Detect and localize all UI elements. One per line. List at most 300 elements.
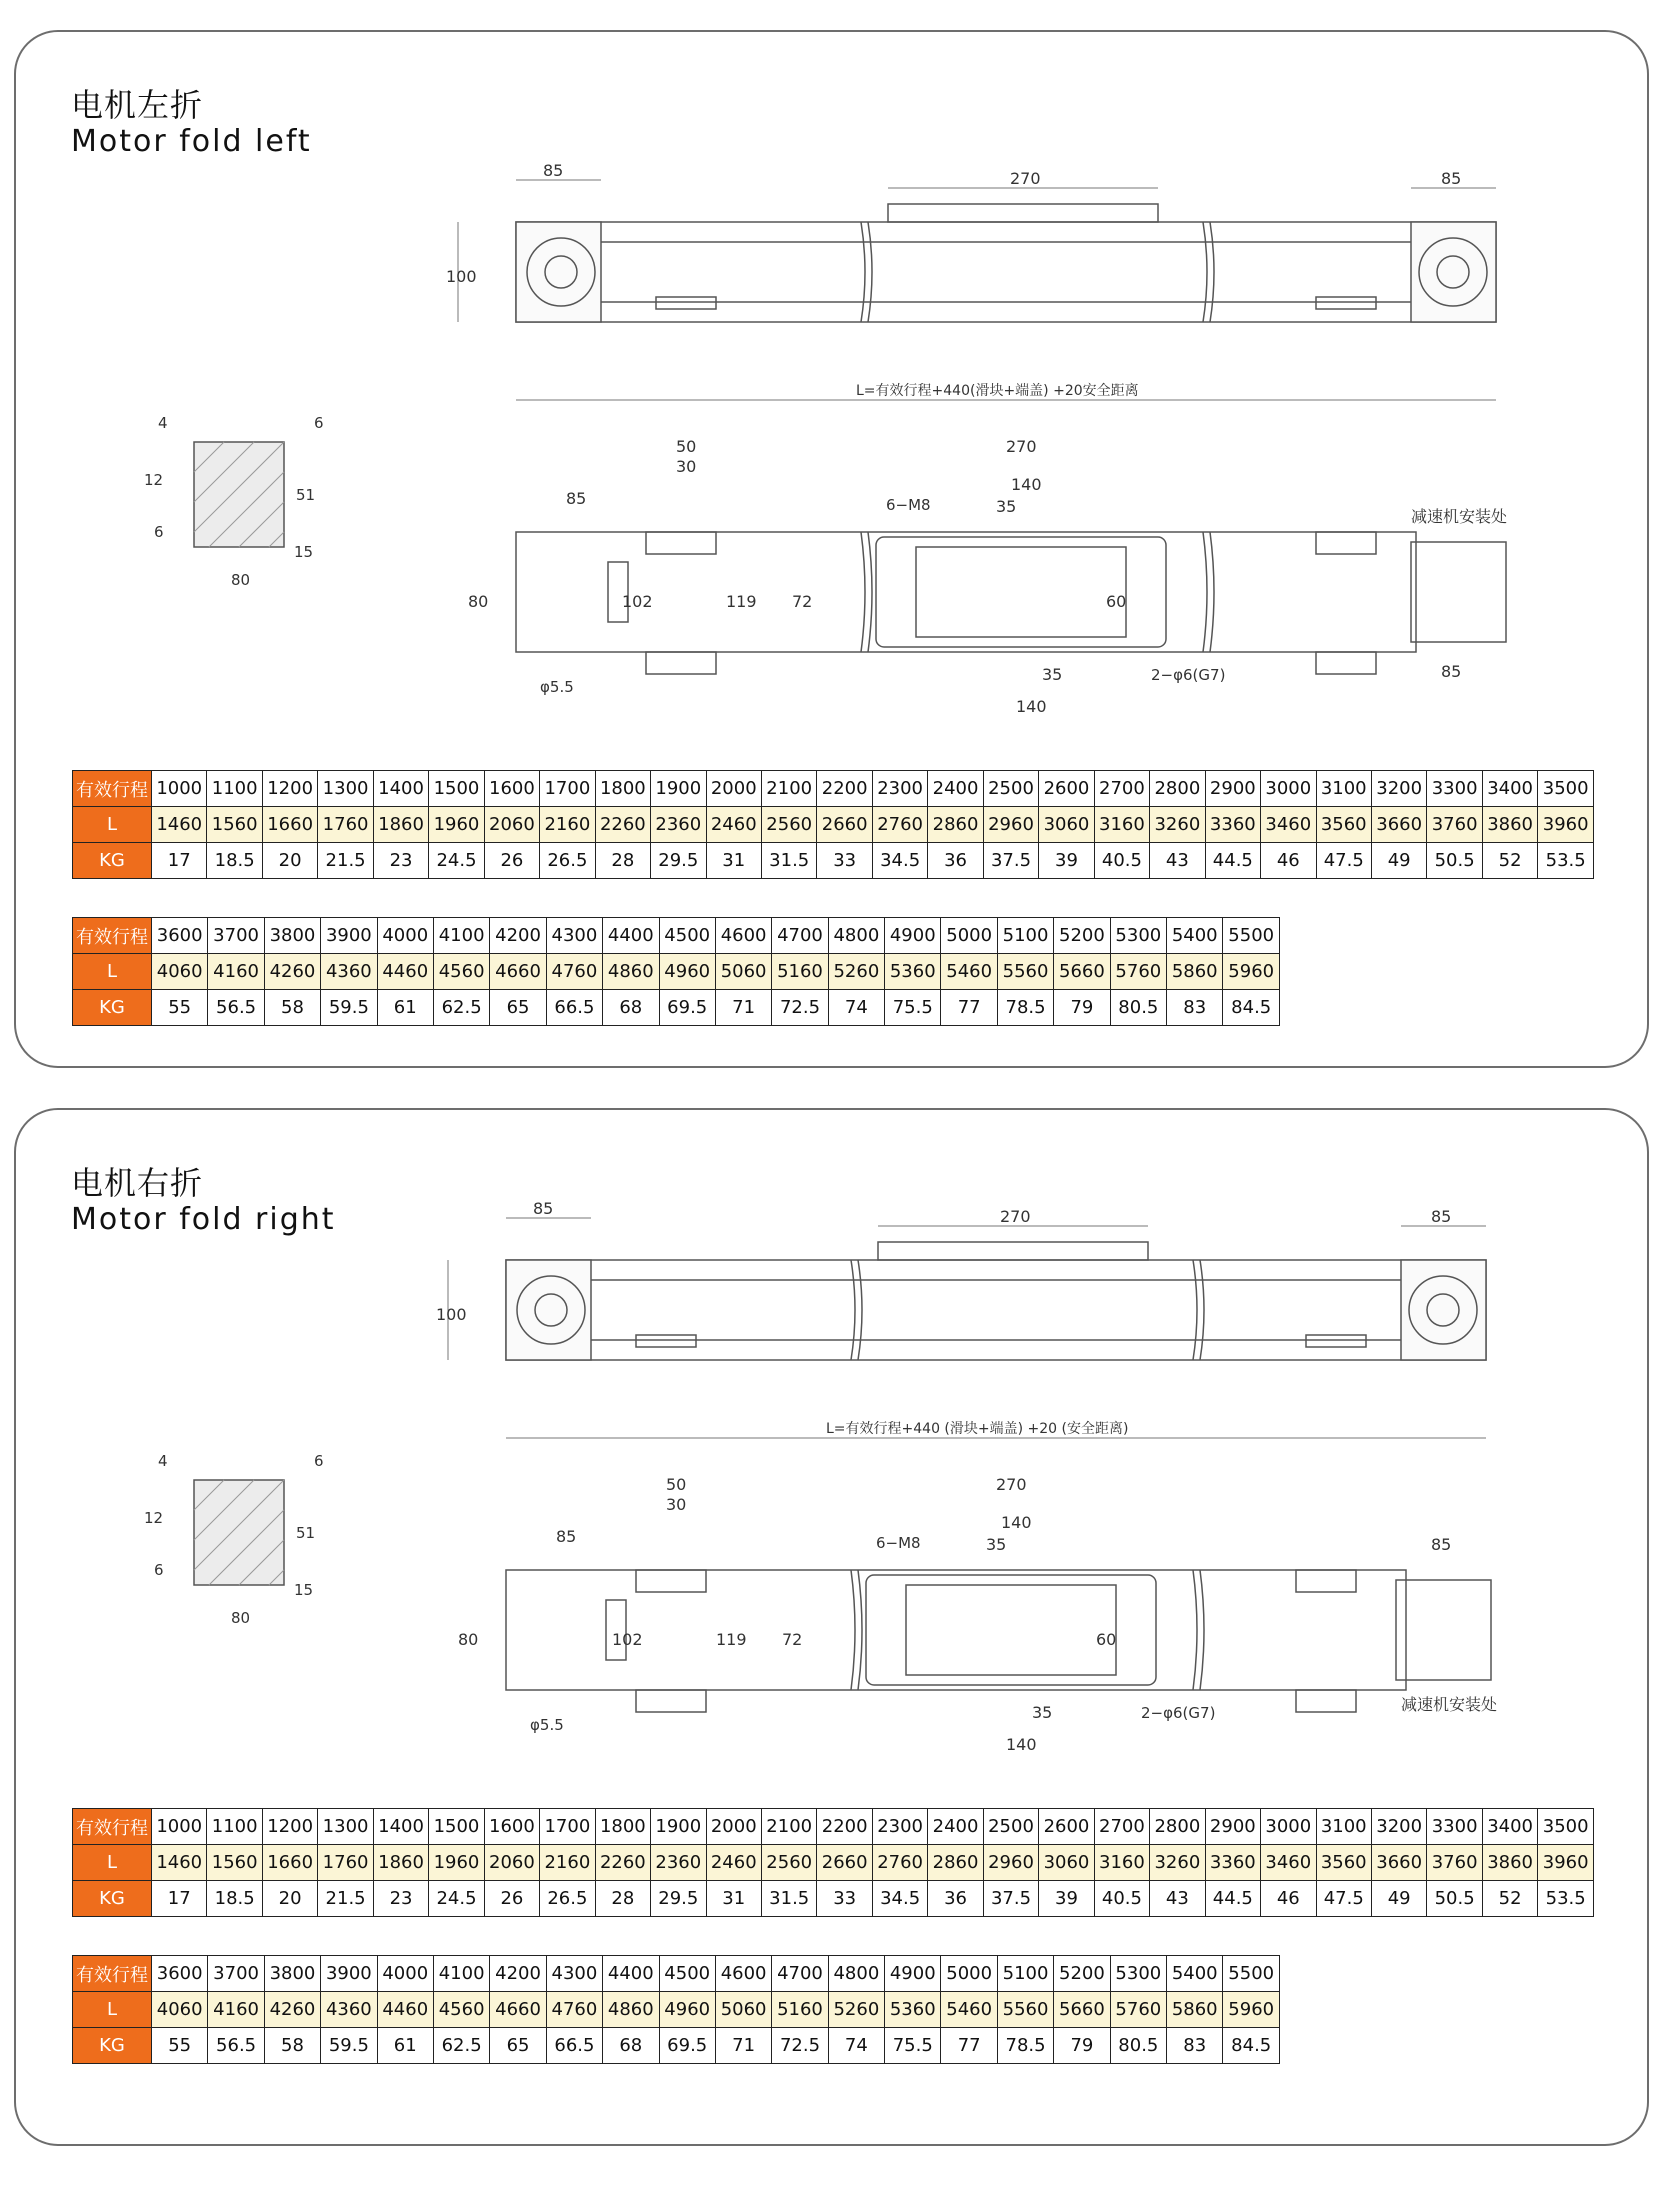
table-cell: 55 [152, 2028, 208, 2064]
table-cell: 1000 [152, 1809, 207, 1845]
table-cell: 4700 [772, 918, 828, 954]
table-cell: 78.5 [997, 990, 1053, 1026]
table-cell: 34.5 [872, 1881, 927, 1917]
table-cell: 2960 [983, 1845, 1038, 1881]
table-cell: 26 [484, 1881, 539, 1917]
table-cell: 80.5 [1110, 2028, 1166, 2064]
table-cell: 77 [941, 990, 997, 1026]
table-cell: 66.5 [546, 990, 602, 1026]
table-cell: 24.5 [429, 843, 484, 879]
table-cell: 2860 [928, 1845, 983, 1881]
table-cell: 4160 [208, 954, 264, 990]
table-cell: 5060 [715, 1992, 771, 2028]
table-cell: 1500 [429, 1809, 484, 1845]
table-cell: 3600 [152, 918, 208, 954]
table-cell: 4360 [321, 1992, 377, 2028]
table-cell: 21.5 [318, 1881, 373, 1917]
table-cell: 31 [706, 843, 761, 879]
table-cell: 5400 [1167, 918, 1223, 954]
table-cell: 50.5 [1427, 843, 1482, 879]
table-cell: 5960 [1223, 1992, 1280, 2028]
table-cell: 26 [484, 843, 539, 879]
table-cell: 75.5 [885, 2028, 941, 2064]
table-cell: 3360 [1205, 807, 1260, 843]
table-cell: 5460 [941, 954, 997, 990]
table-cell: 5260 [828, 1992, 884, 2028]
table-cell: 55 [152, 990, 208, 1026]
table-cell: 65 [490, 2028, 546, 2064]
table-cell: 5100 [997, 1956, 1053, 1992]
table-cell: 24.5 [429, 1881, 484, 1917]
table-row [73, 990, 1280, 1026]
table-cell: 79 [1054, 990, 1110, 1026]
table-cell: 1300 [318, 771, 373, 807]
table-cell: 2560 [761, 807, 816, 843]
table-cell: 31.5 [761, 1881, 816, 1917]
row-label: KG [73, 2028, 152, 2064]
table-cell: 2260 [595, 807, 650, 843]
table-cell: 2160 [540, 807, 595, 843]
table-cell: 2660 [817, 807, 872, 843]
table-cell: 33 [817, 1881, 872, 1917]
table-cell: 1860 [373, 1845, 428, 1881]
table-cell: 36 [928, 1881, 983, 1917]
table-cell: 46 [1261, 1881, 1316, 1917]
table-cell: 29.5 [651, 1881, 706, 1917]
table-cell: 2800 [1150, 771, 1205, 807]
table-cell: 4600 [715, 918, 771, 954]
table-cell: 2700 [1094, 1809, 1149, 1845]
table-cell: 4900 [885, 1956, 941, 1992]
table-cell: 1400 [373, 1809, 428, 1845]
table-cell: 5860 [1167, 954, 1223, 990]
table-cell: 52 [1482, 1881, 1537, 1917]
label-6-M8: 6−M8 [886, 496, 931, 514]
table-cell: 18.5 [207, 843, 262, 879]
dim-72: 72 [782, 1630, 803, 1649]
table-cell: 4960 [659, 954, 715, 990]
table-cell: 2600 [1039, 771, 1094, 807]
table-cell: 3300 [1427, 1809, 1482, 1845]
dim-85-left: 85 [533, 1199, 554, 1218]
table-cell: 44.5 [1205, 1881, 1260, 1917]
profile-dim-6-top: 6 [314, 1452, 324, 1470]
dim-60: 60 [1106, 592, 1127, 611]
table-cell: 75.5 [885, 990, 941, 1026]
table-cell: 1800 [595, 1809, 650, 1845]
table-cell: 4660 [490, 1992, 546, 2028]
table-cell: 3700 [208, 918, 264, 954]
top-view-drawing [516, 204, 1496, 322]
table-cell: 5200 [1054, 918, 1110, 954]
table-cell: 3200 [1371, 771, 1426, 807]
table-cell: 2760 [872, 1845, 927, 1881]
table-cell: 72.5 [772, 990, 828, 1026]
table-cell: 36 [928, 843, 983, 879]
label-6-M8: 6−M8 [876, 1534, 921, 1552]
dim-100: 100 [446, 267, 477, 286]
table-cell: 2700 [1094, 771, 1149, 807]
profile-dim-6-top: 6 [314, 414, 324, 432]
table-cell: 43 [1150, 1881, 1205, 1917]
table-cell: 1960 [429, 1845, 484, 1881]
table-cell: 52 [1482, 843, 1537, 879]
dim-85-bottom-left: 85 [566, 489, 587, 508]
table-cell: 5000 [941, 918, 997, 954]
section-motor-fold-left [14, 30, 1649, 1068]
top-view-dimensions [448, 1218, 1486, 1438]
table-cell: 4860 [603, 1992, 659, 2028]
technical-drawing [16, 1110, 1646, 1870]
table-cell: 5560 [997, 1992, 1053, 2028]
table-cell: 4660 [490, 954, 546, 990]
table-cell: 61 [377, 2028, 433, 2064]
table-row [73, 1992, 1280, 2028]
table-row [73, 1809, 1594, 1845]
table-cell: 1760 [318, 1845, 373, 1881]
table-cell: 59.5 [321, 990, 377, 1026]
table-row [73, 771, 1594, 807]
table-cell: 2660 [817, 1845, 872, 1881]
dim-60: 60 [1096, 1630, 1117, 1649]
table-cell: 40.5 [1094, 1881, 1149, 1917]
table-row [73, 954, 1280, 990]
table-cell: 5660 [1054, 954, 1110, 990]
table-cell: 3760 [1427, 1845, 1482, 1881]
table-cell: 4800 [828, 1956, 884, 1992]
table-cell: 2800 [1150, 1809, 1205, 1845]
bottom-view-drawing [506, 1570, 1491, 1712]
table-row [73, 918, 1280, 954]
section-title-en: Motor fold left [71, 124, 312, 159]
table-cell: 5960 [1223, 954, 1280, 990]
table-cell: 17 [152, 843, 207, 879]
table-cell: 49 [1371, 1881, 1426, 1917]
table-cell: 2560 [761, 1845, 816, 1881]
table-cell: 4100 [433, 918, 489, 954]
table-cell: 5060 [715, 954, 771, 990]
table-cell: 3500 [1538, 1809, 1594, 1845]
table-cell: 1000 [152, 771, 207, 807]
table-cell: 2900 [1205, 771, 1260, 807]
dim-85-right: 85 [1431, 1207, 1452, 1226]
profile-dim-51: 51 [296, 486, 316, 504]
table-cell: 3260 [1150, 807, 1205, 843]
spec-table-2 [72, 1955, 1280, 2064]
row-label: KG [73, 843, 152, 879]
profile-dim-51: 51 [296, 1524, 316, 1542]
table-cell: 5200 [1054, 1956, 1110, 1992]
profile-dim-80: 80 [231, 1609, 251, 1627]
table-cell: 3300 [1427, 771, 1482, 807]
dim-72: 72 [792, 592, 813, 611]
table-cell: 72.5 [772, 2028, 828, 2064]
table-cell: 3000 [1261, 1809, 1316, 1845]
label-reducer: 减速机安装处 [1411, 507, 1508, 526]
technical-drawing [16, 32, 1646, 792]
table-cell: 47.5 [1316, 843, 1371, 879]
table-cell: 39 [1039, 843, 1094, 879]
table-row [73, 843, 1594, 879]
dim-85-left: 85 [543, 161, 564, 180]
table-cell: 31 [706, 1881, 761, 1917]
table-cell: 4800 [828, 918, 884, 954]
table-cell: 62.5 [433, 990, 489, 1026]
profile-drawing [194, 442, 284, 547]
table-cell: 74 [828, 2028, 884, 2064]
table-cell: 2400 [928, 1809, 983, 1845]
table-cell: 3560 [1316, 807, 1371, 843]
row-label: L [73, 807, 152, 843]
table-cell: 3700 [208, 1956, 264, 1992]
table-cell: 56.5 [208, 990, 264, 1026]
table-cell: 2100 [761, 1809, 816, 1845]
table-cell: 83 [1167, 2028, 1223, 2064]
table-cell: 3800 [264, 918, 320, 954]
table-cell: 2300 [872, 771, 927, 807]
table-cell: 3460 [1261, 1845, 1316, 1881]
table-cell: 1400 [373, 771, 428, 807]
profile-dim-12: 12 [144, 1509, 164, 1527]
dim-119: 119 [716, 1630, 747, 1649]
profile-dim-4: 4 [158, 414, 168, 432]
spec-table-2 [72, 917, 1280, 1026]
table-cell: 2200 [817, 1809, 872, 1845]
table-cell: 4860 [603, 954, 659, 990]
table-cell: 3500 [1538, 771, 1594, 807]
label-2-phi-6: 2−φ6(G7) [1141, 1704, 1216, 1722]
table-cell: 5300 [1110, 1956, 1166, 1992]
table-cell: 4300 [546, 1956, 602, 1992]
table-cell: 4500 [659, 918, 715, 954]
table-cell: 3960 [1538, 1845, 1594, 1881]
table-cell: 61 [377, 990, 433, 1026]
table-cell: 80.5 [1110, 990, 1166, 1026]
table-cell: 3560 [1316, 1845, 1371, 1881]
table-cell: 1460 [152, 807, 207, 843]
table-cell: 1700 [540, 1809, 595, 1845]
table-row [73, 1845, 1594, 1881]
row-label: 有效行程 [73, 1956, 152, 1992]
table-cell: 3060 [1039, 807, 1094, 843]
table-cell: 4960 [659, 1992, 715, 2028]
table-cell: 4100 [433, 1956, 489, 1992]
table-cell: 2060 [484, 807, 539, 843]
table-cell: 5500 [1223, 1956, 1280, 1992]
table-cell: 49 [1371, 843, 1426, 879]
length-formula: L=有效行程+440 (滑块+端盖) +20 (安全距离) [826, 1421, 1129, 1437]
table-cell: 4460 [377, 954, 433, 990]
table-cell: 46 [1261, 843, 1316, 879]
table-cell: 4460 [377, 1992, 433, 2028]
table-cell: 1600 [484, 1809, 539, 1845]
table-cell: 44.5 [1205, 843, 1260, 879]
table-cell: 1500 [429, 771, 484, 807]
table-cell: 5460 [941, 1992, 997, 2028]
table-cell: 37.5 [983, 843, 1038, 879]
table-cell: 83 [1167, 990, 1223, 1026]
table-cell: 1600 [484, 771, 539, 807]
table-cell: 1100 [207, 771, 262, 807]
label-phi-5-5: φ5.5 [540, 678, 574, 696]
table-row [73, 2028, 1280, 2064]
table-row [73, 807, 1594, 843]
profile-dim-15: 15 [294, 543, 314, 561]
profile-dim-6-left: 6 [154, 523, 164, 541]
table-cell: 4760 [546, 954, 602, 990]
table-cell: 2100 [761, 771, 816, 807]
row-label: KG [73, 990, 152, 1026]
table-cell: 2200 [817, 771, 872, 807]
table-cell: 5360 [885, 954, 941, 990]
table-cell: 1760 [318, 807, 373, 843]
table-cell: 2300 [872, 1809, 927, 1845]
table-cell: 84.5 [1223, 990, 1280, 1026]
table-cell: 43 [1150, 843, 1205, 879]
dim-80-bottom: 80 [468, 592, 489, 611]
table-cell: 20 [262, 843, 317, 879]
table-cell: 2600 [1039, 1809, 1094, 1845]
table-cell: 58 [264, 990, 320, 1026]
table-cell: 1200 [262, 771, 317, 807]
table-cell: 2900 [1205, 1809, 1260, 1845]
table-cell: 29.5 [651, 843, 706, 879]
table-cell: 3960 [1538, 807, 1594, 843]
table-cell: 2400 [928, 771, 983, 807]
table-cell: 3000 [1261, 771, 1316, 807]
table-cell: 5160 [772, 1992, 828, 2028]
table-cell: 3400 [1482, 771, 1537, 807]
table-cell: 5500 [1223, 918, 1280, 954]
table-cell: 71 [715, 990, 771, 1026]
table-cell: 3800 [264, 1956, 320, 1992]
table-cell: 4260 [264, 954, 320, 990]
table-cell: 3100 [1316, 1809, 1371, 1845]
table-cell: 3260 [1150, 1845, 1205, 1881]
table-cell: 4060 [152, 954, 208, 990]
table-cell: 78.5 [997, 2028, 1053, 2064]
spec-table-1 [72, 1808, 1594, 1917]
table-cell: 1900 [651, 1809, 706, 1845]
table-cell: 2160 [540, 1845, 595, 1881]
table-cell: 26.5 [540, 843, 595, 879]
table-cell: 5660 [1054, 1992, 1110, 2028]
profile-dim-6-left: 6 [154, 1561, 164, 1579]
table-cell: 2000 [706, 1809, 761, 1845]
table-cell: 1800 [595, 771, 650, 807]
top-view-drawing [506, 1242, 1486, 1360]
table-cell: 28 [595, 1881, 650, 1917]
table-cell: 68 [603, 2028, 659, 2064]
table-cell: 66.5 [546, 2028, 602, 2064]
table-cell: 71 [715, 2028, 771, 2064]
table-cell: 47.5 [1316, 1881, 1371, 1917]
dim-50: 50 [666, 1475, 687, 1494]
table-cell: 3900 [321, 1956, 377, 1992]
profile-dim-80: 80 [231, 571, 251, 589]
section-title-en: Motor fold right [71, 1202, 336, 1237]
table-cell: 2360 [651, 807, 706, 843]
table-cell: 40.5 [1094, 843, 1149, 879]
table-cell: 2960 [983, 807, 1038, 843]
table-cell: 2760 [872, 807, 927, 843]
table-cell: 1700 [540, 771, 595, 807]
table-cell: 1200 [262, 1809, 317, 1845]
table-cell: 3860 [1482, 807, 1537, 843]
label-phi-5-5: φ5.5 [530, 1716, 564, 1734]
table-cell: 79 [1054, 2028, 1110, 2064]
table-cell: 26.5 [540, 1881, 595, 1917]
profile-dim-12: 12 [144, 471, 164, 489]
table-cell: 74 [828, 990, 884, 1026]
dim-85-bottom-right: 85 [1431, 1535, 1452, 1554]
table-cell: 4500 [659, 1956, 715, 1992]
table-cell: 59.5 [321, 2028, 377, 2064]
dim-270: 270 [1010, 169, 1041, 188]
dim-35-bottom: 35 [1042, 665, 1063, 684]
row-label: 有效行程 [73, 771, 152, 807]
table-cell: 4700 [772, 1956, 828, 1992]
profile-dim-15: 15 [294, 1581, 314, 1599]
table-cell: 5560 [997, 954, 1053, 990]
row-label: L [73, 1845, 152, 1881]
table-cell: 34.5 [872, 843, 927, 879]
section-title-cn: 电机左折 [71, 86, 204, 124]
table-cell: 4200 [490, 1956, 546, 1992]
dim-85-right: 85 [1441, 169, 1462, 188]
table-cell: 3160 [1094, 807, 1149, 843]
dim-85-bottom-right: 85 [1441, 662, 1462, 681]
dim-50: 50 [676, 437, 697, 456]
table-cell: 50.5 [1427, 1881, 1482, 1917]
table-cell: 3060 [1039, 1845, 1094, 1881]
table-cell: 4060 [152, 1992, 208, 2028]
table-cell: 3100 [1316, 771, 1371, 807]
top-view-dimensions [458, 180, 1496, 400]
table-cell: 4760 [546, 1992, 602, 2028]
table-cell: 3660 [1371, 807, 1426, 843]
table-cell: 5300 [1110, 918, 1166, 954]
table-cell: 33 [817, 843, 872, 879]
table-cell: 31.5 [761, 843, 816, 879]
table-cell: 5100 [997, 918, 1053, 954]
dim-100: 100 [436, 1305, 467, 1324]
table-cell: 2260 [595, 1845, 650, 1881]
table-cell: 4560 [433, 1992, 489, 2028]
table-cell: 20 [262, 1881, 317, 1917]
row-label: KG [73, 1881, 152, 1917]
table-cell: 2500 [983, 1809, 1038, 1845]
table-cell: 5360 [885, 1992, 941, 2028]
bottom-view-drawing [516, 532, 1506, 674]
table-cell: 68 [603, 990, 659, 1026]
dim-140-bottom: 140 [1016, 697, 1047, 716]
table-cell: 3400 [1482, 1809, 1537, 1845]
table-cell: 2460 [706, 807, 761, 843]
dim-270: 270 [1000, 1207, 1031, 1226]
table-cell: 3760 [1427, 807, 1482, 843]
dim-140-top: 140 [1011, 475, 1042, 494]
table-cell: 5160 [772, 954, 828, 990]
section-motor-fold-right [14, 1108, 1649, 2146]
dim-30: 30 [666, 1495, 687, 1514]
table-cell: 2060 [484, 1845, 539, 1881]
table-cell: 2460 [706, 1845, 761, 1881]
table-cell: 62.5 [433, 2028, 489, 2064]
table-cell: 23 [373, 843, 428, 879]
table-cell: 1660 [262, 1845, 317, 1881]
label-reducer: 减速机安装处 [1401, 1695, 1498, 1714]
